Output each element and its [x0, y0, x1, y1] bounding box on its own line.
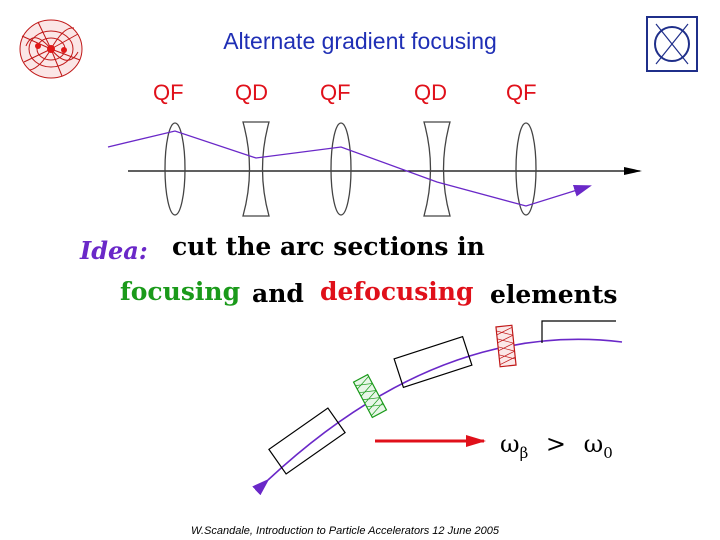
- omega-symbol-1: ω: [500, 430, 520, 458]
- greater-than-sign: >: [545, 430, 566, 458]
- slide-title: Alternate gradient focusing: [223, 28, 497, 54]
- focusing-lens-1: [165, 123, 185, 215]
- defocusing-lens-2: [424, 122, 450, 216]
- magnet-label-qd-2: QD: [414, 80, 447, 105]
- idea-text-line1: cut the arc sections in: [172, 232, 485, 261]
- tune-relation: [500, 430, 613, 462]
- focusing-lens-3: [516, 123, 536, 215]
- idea-label: Idea:: [80, 236, 148, 265]
- and-word: and: [252, 279, 304, 308]
- omega-symbol-2: ω: [583, 430, 604, 458]
- magnet-label-qf-3: QF: [506, 80, 537, 105]
- elements-word: elements: [490, 280, 618, 309]
- focusing-lens-2: [331, 123, 351, 215]
- defocusing-lens-1: [243, 122, 269, 216]
- focusing-word: focusing: [120, 277, 241, 306]
- magnet-label-qf-2: QF: [320, 80, 351, 105]
- focusing-quad: [354, 375, 387, 418]
- defocusing-quad: [496, 325, 516, 366]
- magnet-label-qf-1: QF: [153, 80, 184, 105]
- omega-subscript-zero: 0: [603, 443, 613, 462]
- dipole-box-2: [394, 337, 472, 388]
- footer-credit: W.Scandale, Introduction to Particle Accelerators 12 June 2005: [191, 525, 499, 537]
- defocusing-word: defocusing: [320, 277, 474, 306]
- dipole-box-1: [269, 408, 345, 474]
- omega-subscript-beta: β: [519, 443, 529, 462]
- magnet-label-qd-1: QD: [235, 80, 268, 105]
